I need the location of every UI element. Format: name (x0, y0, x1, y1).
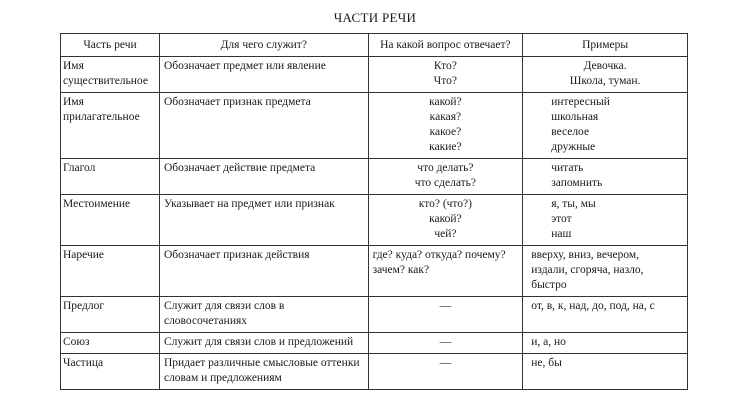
question-dash: — (439, 300, 452, 312)
example-line: интересный (551, 96, 610, 108)
purpose-text: Обозначает признак предмета (159, 93, 368, 159)
question-line: кто? (что?) (418, 198, 472, 210)
table-row (61, 159, 688, 195)
part-of-speech-name: Наречие (61, 246, 160, 297)
question-cell (368, 195, 523, 246)
question-cell (368, 246, 523, 297)
question-line: Что? (433, 75, 457, 87)
question-line: какой? (429, 96, 462, 108)
example-line: я, ты, мы (551, 198, 596, 210)
example-line: от, в, к, над, до, под, на, с (531, 300, 655, 312)
part-of-speech-name: Союз (61, 333, 160, 354)
part-of-speech-name: Частица (61, 354, 160, 390)
purpose-text: Обозначает действие предмета (159, 159, 368, 195)
table-header (61, 34, 688, 57)
question-line: какой? (429, 213, 462, 225)
purpose-text: Служит для связи слов в словосочетаниях (159, 297, 368, 333)
table-row (61, 354, 688, 390)
question-line: зачем? как? (372, 264, 430, 276)
example-line: издали, сгоряча, назло, (531, 264, 644, 276)
example-line: этот (551, 213, 572, 225)
example-line: Девочка. (583, 60, 627, 72)
header-question: На какой вопрос отвечает? (368, 34, 523, 57)
example-line: веселое (551, 126, 590, 138)
table-row (61, 297, 688, 333)
part-of-speech-name: Имя прилагательное (61, 93, 160, 159)
question-cell (368, 57, 523, 93)
examples-cell (523, 354, 688, 390)
examples-cell (523, 297, 688, 333)
question-line: что делать? (417, 162, 474, 174)
question-cell (368, 333, 523, 354)
table-body (61, 57, 688, 390)
table-row (61, 246, 688, 297)
purpose-text: Служит для связи слов и предложений (159, 333, 368, 354)
question-dash: — (439, 357, 452, 369)
question-line: какие? (429, 141, 462, 153)
example-line: быстро (531, 279, 567, 291)
purpose-text: Указывает на предмет или признак (159, 195, 368, 246)
question-line: Кто? (433, 60, 457, 72)
purpose-text: Придает различные смысловые оттенки словам и предложениям (159, 354, 368, 390)
examples-cell (523, 159, 688, 195)
examples-cell (523, 333, 688, 354)
question-line: где? куда? откуда? почему? (372, 249, 506, 261)
part-of-speech-name: Местоимение (61, 195, 160, 246)
header-examples: Примеры (523, 34, 688, 57)
example-line: читать (551, 162, 584, 174)
question-cell (368, 159, 523, 195)
examples-cell (523, 93, 688, 159)
page-title: ЧАСТИ РЕЧИ (333, 10, 417, 25)
example-line: дружные (551, 141, 596, 153)
header-row (61, 34, 688, 57)
table-row (61, 57, 688, 93)
question-cell (368, 297, 523, 333)
example-line: и, а, но (531, 336, 566, 348)
header-purpose: Для чего служит? (159, 34, 368, 57)
table-row (61, 333, 688, 354)
part-of-speech-name: Глагол (61, 159, 160, 195)
question-cell (368, 354, 523, 390)
parts-of-speech-table (60, 33, 688, 390)
table-row (61, 93, 688, 159)
question-line: что сделать? (414, 177, 477, 189)
question-cell (368, 93, 523, 159)
example-line: не, бы (531, 357, 562, 369)
header-part-of-speech: Часть речи (61, 34, 160, 57)
examples-cell (523, 195, 688, 246)
part-of-speech-name: Предлог (61, 297, 160, 333)
example-line: наш (551, 228, 572, 240)
purpose-text: Обозначает признак действия (159, 246, 368, 297)
example-line: вверху, вниз, вечером, (531, 249, 640, 261)
question-dash: — (439, 336, 452, 348)
example-line: запомнить (551, 177, 603, 189)
example-line: Школа, туман. (569, 75, 641, 87)
examples-cell (523, 246, 688, 297)
example-line: школьная (551, 111, 599, 123)
question-line: какая? (429, 111, 462, 123)
question-line: чей? (434, 228, 457, 240)
purpose-text: Обозначает предмет или явление (159, 57, 368, 93)
table-row (61, 195, 688, 246)
part-of-speech-name: Имя существительное (61, 57, 160, 93)
examples-cell (523, 57, 688, 93)
question-line: какое? (429, 126, 462, 138)
